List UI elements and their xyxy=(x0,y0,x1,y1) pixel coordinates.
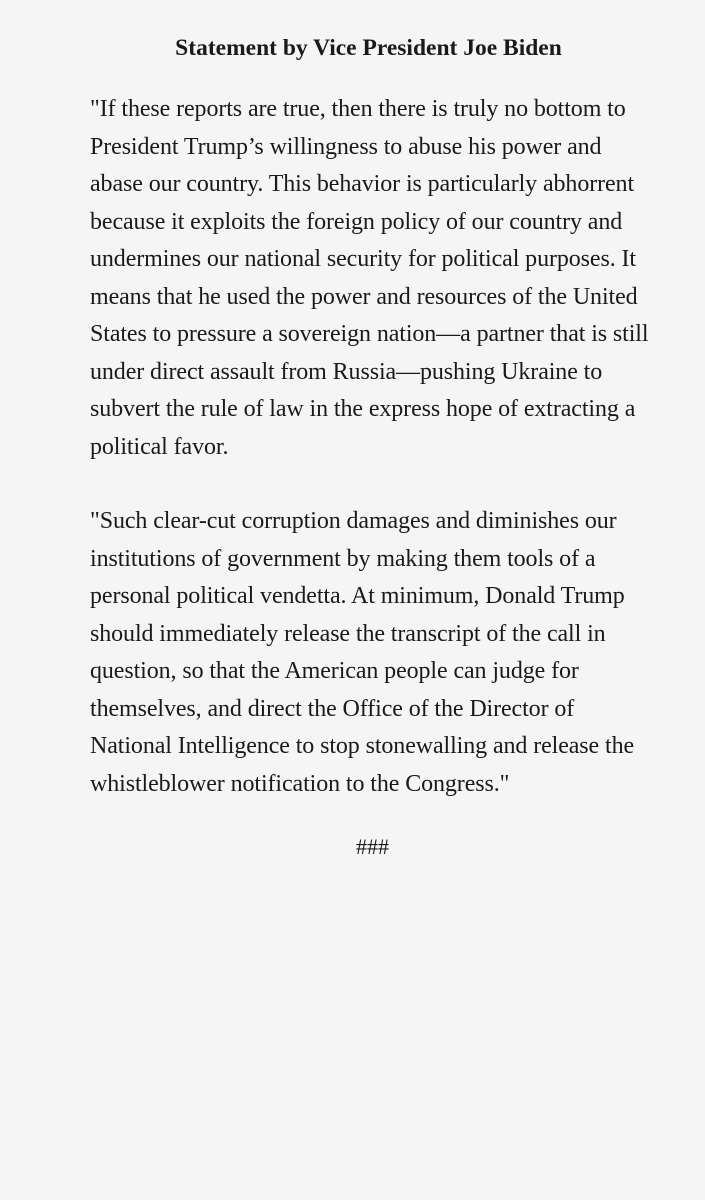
statement-title: Statement by Vice President Joe Biden xyxy=(175,35,562,61)
end-mark: ### xyxy=(356,834,389,859)
statement-paragraph-1: "If these reports are true, then there is truly no bottom to President Trump’s willingness to abuse his power and abase our country. This behavior is particularly abhorrent because it exploits the foreign policy of our country and undermines our national security for political purposes. It means that he used the power and resources of the United States to pressure a sovereign nation—a partner that is still under direct assault from Russia—pushing Ukraine to subvert the rule of law in the express hope of extracting a political favor. xyxy=(90,96,649,460)
statement-paragraph-2: "Such clear-cut corruption damages and diminishes our institutions of government by making them tools of a personal political vendetta. At minimum, Donald Trump should immediately release the transcript of the call in question, so that the American people can judge for themselves, and direct the Office of the Director of National Intelligence to stop stonewalling and release the whistleblower notification to the Congress." xyxy=(90,508,635,797)
